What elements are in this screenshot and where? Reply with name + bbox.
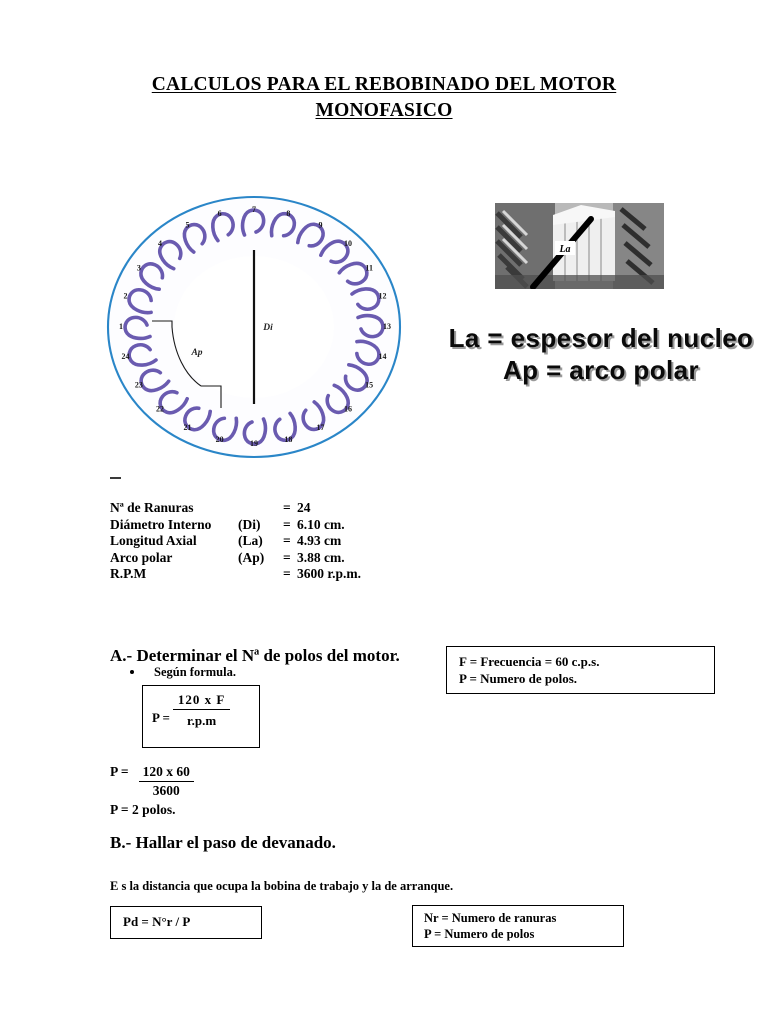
spec-label: Arco polar — [110, 549, 173, 565]
slot-number: 17 — [316, 423, 325, 433]
slot-number: 4 — [157, 239, 162, 249]
section-a-heading: A.- Determinar el Nª de polos del motor. — [110, 646, 400, 665]
slot-number: 10 — [344, 239, 353, 249]
slot-number: 3 — [136, 263, 141, 273]
slot-number: 9 — [318, 220, 323, 230]
spec-value: 3600 r.p.m. — [297, 566, 362, 582]
spec-value: 24 — [297, 500, 311, 515]
formula-lhs: P = — [152, 709, 170, 725]
slot-number: 1 — [119, 321, 123, 331]
section-a-bullet — [130, 665, 236, 680]
slot-number: 18 — [284, 434, 293, 444]
spec-row — [110, 566, 361, 583]
arc-polar-label: Ap — [191, 348, 203, 358]
definition-poles-b: P = Numero de polos — [424, 927, 535, 941]
wordart-legend — [438, 322, 764, 386]
slot-number: 20 — [215, 434, 224, 444]
slot-number: 21 — [183, 423, 192, 433]
spec-row — [110, 550, 361, 567]
spec-value: 3.88 cm. — [297, 549, 345, 565]
spec-value: 4.93 cm — [297, 533, 342, 549]
motor-specifications — [110, 500, 361, 583]
spec-equals: = — [283, 516, 291, 532]
definition-frequency: F = Frecuencia = 60 c.p.s. — [459, 654, 600, 669]
bullet-dot — [130, 670, 134, 674]
spec-symbol — [238, 566, 283, 583]
spec-equals: = — [283, 500, 291, 515]
section-a-definitions-box — [446, 646, 715, 694]
slot-number: 14 — [378, 352, 387, 362]
slot-number: 23 — [134, 380, 143, 390]
pole-calculation — [110, 764, 194, 818]
spec-label: R.P.M — [110, 566, 147, 582]
bullet-label: Según formula. — [154, 665, 236, 679]
stator-core-photo — [495, 203, 664, 289]
slot-number: 22 — [155, 404, 164, 414]
title-line-2: MONOFASICO — [315, 100, 453, 121]
slot-number: 19 — [250, 438, 258, 448]
diameter-label: Di — [263, 323, 273, 333]
title-line-1: CALCULOS PARA EL REBOBINADO DEL MOTOR — [151, 74, 617, 95]
slot-number: 6 — [217, 208, 222, 218]
leading-dash — [110, 477, 121, 479]
wordart-line-2: Ap = arco polar — [503, 355, 699, 385]
spec-symbol: (La) — [238, 533, 263, 549]
wordart-line-1: La = espesor del nucleo — [448, 323, 754, 353]
calc-result: P = 2 polos. — [110, 802, 176, 817]
definition-slots: Nr = Numero de ranuras — [424, 911, 557, 925]
formula-numerator: 120 x F — [177, 692, 226, 707]
calc-lhs: P = — [110, 764, 129, 779]
winding-pitch-formula-box — [110, 906, 262, 939]
slot-number: 5 — [185, 220, 190, 230]
spec-equals: = — [283, 533, 291, 549]
slot-number: 2 — [123, 291, 128, 301]
formula-denominator: r.p.m — [187, 713, 217, 728]
spec-label: Longitud Axial — [110, 533, 197, 549]
section-b-heading: B.- Hallar el paso de devanado. — [110, 833, 336, 852]
slot-number: 7 — [252, 204, 256, 214]
spec-row — [110, 533, 361, 550]
slot-number: 13 — [383, 321, 391, 331]
spec-symbol: (Ap) — [238, 549, 265, 565]
slot-number: 24 — [121, 352, 130, 362]
spec-row — [110, 500, 361, 517]
slot-number: 15 — [365, 380, 374, 390]
la-label: La — [559, 244, 571, 255]
slot-number: 12 — [378, 291, 387, 301]
spec-symbol — [238, 500, 283, 517]
stator-diagram — [101, 193, 407, 461]
calc-denominator: 3600 — [152, 783, 180, 798]
definition-poles: P = Numero de polos. — [459, 671, 578, 686]
slot-number: 8 — [286, 208, 291, 218]
page-title — [0, 72, 768, 124]
spec-value: 6.10 cm. — [297, 516, 345, 532]
pole-formula-box — [142, 685, 260, 748]
spec-equals: = — [283, 549, 291, 565]
spec-row — [110, 517, 361, 534]
calc-numerator: 120 x 60 — [142, 764, 190, 779]
slot-number: 11 — [365, 263, 373, 273]
spec-label: Nª de Ranuras — [110, 500, 194, 515]
spec-symbol: (Di) — [238, 516, 261, 532]
slot-number: 16 — [344, 404, 353, 414]
winding-pitch-formula: Pd = N°r / P — [123, 914, 191, 929]
spec-equals: = — [283, 566, 291, 582]
section-b-paragraph: E s la distancia que ocupa la bobina de trabajo y la de arranque. — [110, 879, 454, 893]
section-b-definitions-box — [412, 905, 624, 947]
spec-label: Diámetro Interno — [110, 516, 212, 532]
